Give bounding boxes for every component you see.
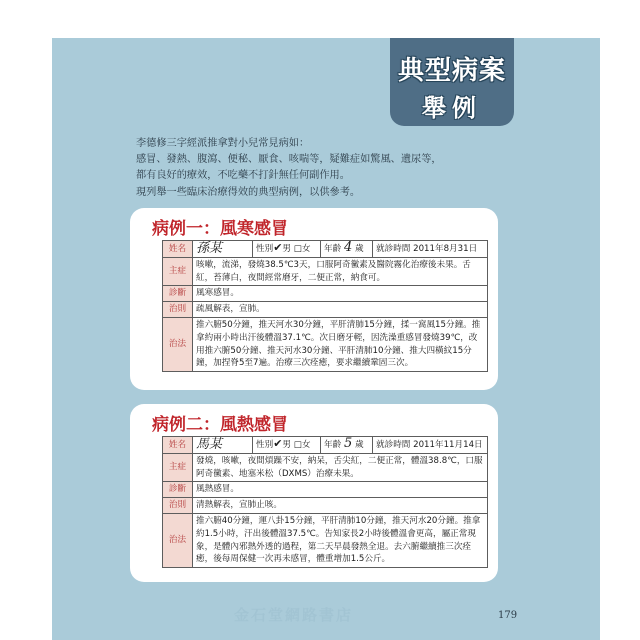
method-text: 疏風解表，宣肺。 — [193, 302, 488, 318]
check-icon: ✔ — [273, 437, 283, 450]
table-row — [163, 317, 488, 371]
diagnosis-label: 診斷 — [163, 286, 193, 302]
age-value: 5 — [343, 436, 353, 451]
table-row — [163, 257, 488, 286]
age-cell — [321, 241, 373, 258]
diagnosis-label: 診斷 — [163, 482, 193, 498]
case-table-1 — [162, 240, 488, 372]
visit-label: 就診時間 — [376, 439, 411, 450]
name-label: 姓名 — [163, 241, 193, 258]
treatment-label: 治法 — [163, 513, 193, 567]
gender-male: 男 — [282, 244, 292, 254]
method-label: 治則 — [163, 302, 193, 318]
page-title: 典型病案 — [397, 56, 506, 86]
table-row — [163, 498, 488, 514]
patient-name: 孫某 — [193, 241, 253, 258]
gender-female: □女 — [293, 440, 311, 450]
visit-cell — [373, 241, 488, 258]
watermark: 金石堂網路書店 — [234, 606, 354, 624]
gender-cell — [253, 241, 321, 258]
table-row — [163, 241, 488, 258]
check-icon: ✔ — [273, 241, 283, 254]
case-title-1: 病例一：風寒感冒 — [152, 219, 288, 239]
page-subtitle: 舉例 — [422, 93, 482, 122]
visit-cell — [373, 437, 488, 454]
gender-label: 性別 — [256, 440, 274, 450]
name-label: 姓名 — [163, 437, 193, 454]
age-cell — [321, 437, 373, 454]
table-row — [163, 513, 488, 567]
case-title-2: 病例二：風熱感冒 — [152, 415, 288, 435]
intro-line: 現列舉一些臨床治療得效的典型病例，以供參考。 — [136, 186, 361, 198]
patient-name: 馬某 — [193, 437, 253, 454]
diagnosis-text: 風寒感冒。 — [193, 286, 488, 302]
table-row — [163, 286, 488, 302]
diagnosis-text: 風熱感冒。 — [193, 482, 488, 498]
treatment-text: 推六腑50分鐘，推天河水30分鐘，平肝清肺15分鐘，揉一窩風15分鐘。推拿約兩小時出汗後體溫37.1℃。次日磨牙輕，因洗澡重感冒發燒39℃，改用推六腑50分鐘、推天河水30分鐘、平肝清肺10分鐘、推大四橫紋15分鐘，加捏脊5至7遍。治療三次痊癒，要求繼續鞏固三次。 — [193, 317, 488, 371]
age-value: 4 — [343, 240, 353, 255]
visit-date: 2011年11月14日 — [413, 439, 483, 450]
method-label: 治則 — [163, 498, 193, 514]
complaint-label: 主症 — [163, 453, 193, 482]
method-text: 清熱解表，宣肺止咳。 — [193, 498, 488, 514]
table-row — [163, 437, 488, 454]
gender-cell — [253, 437, 321, 454]
case-table-2 — [162, 436, 488, 568]
age-label: 年齡 — [324, 244, 342, 254]
gender-label: 性別 — [256, 244, 274, 254]
treatment-text: 推六腑40分鐘，運八卦15分鐘，平肝清肺10分鐘，推天河水20分鐘。推拿約1.5小時，汗出後體溫37.5℃。告知家長2小時後體溫會更高，屬正常現象，是體內邪熱外透的過程，第二天早晨發熱全退。去六腑繼續推三次痊癒，後每周保健一次再未感冒，體重增加1.5公斤。 — [193, 513, 488, 567]
gender-male: 男 — [282, 440, 292, 450]
age-unit: 歲 — [354, 440, 364, 450]
complaint-text: 咳嗽，流涕，發燒38.5℃3天，口服阿奇黴素及醫院霧化治療後未果。舌紅，苔薄白，夜間經常磨牙，二便正常，納食可。 — [193, 257, 488, 286]
intro-line: 都有良好的療效，不吃藥不打針無任何副作用。 — [136, 170, 350, 182]
table-row — [163, 302, 488, 318]
visit-label: 就診時間 — [376, 243, 411, 254]
intro-line: 李德修三字經派推拿對小兒常見病如： — [136, 138, 310, 149]
intro-text — [136, 136, 476, 201]
intro-line: 感冒、發熱、腹瀉、便秘、厭食、咳喘等，疑難症如驚風、遺尿等， — [136, 154, 442, 166]
treatment-label: 治法 — [163, 317, 193, 371]
gender-female: □女 — [293, 244, 311, 254]
table-row — [163, 482, 488, 498]
complaint-text: 發燒，咳嗽，夜間煩躁不安，納呆，舌尖紅，二便正常，體溫38.8℃，口服阿奇黴素、地塞米松（DXMS）治療未果。 — [193, 453, 488, 482]
age-unit: 歲 — [354, 244, 364, 254]
complaint-label: 主症 — [163, 257, 193, 286]
visit-date: 2011年8月31日 — [413, 243, 478, 254]
table-row — [163, 453, 488, 482]
page-number: 179 — [498, 610, 518, 621]
age-label: 年齡 — [324, 440, 342, 450]
